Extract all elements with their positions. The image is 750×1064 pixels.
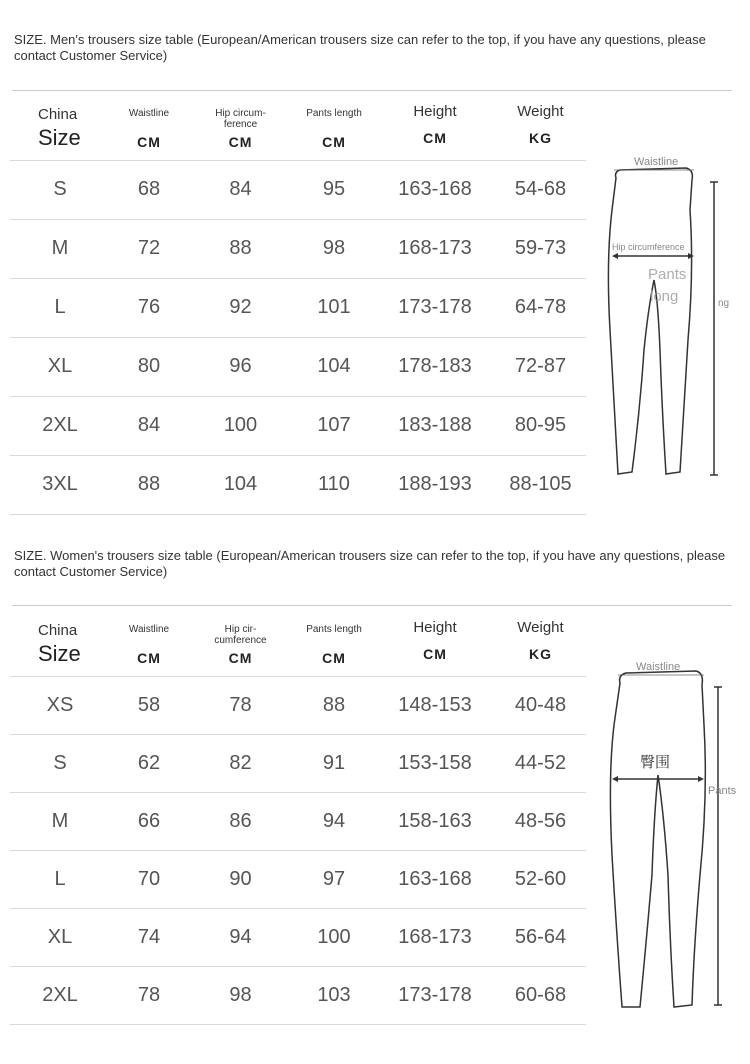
header-unit: CM	[228, 134, 253, 150]
table-row	[10, 219, 586, 278]
long-label: long	[650, 288, 679, 305]
waist-cell: 62	[110, 734, 188, 792]
header-china-label: China	[38, 622, 78, 639]
header-name: Hip circum- ference	[215, 108, 266, 130]
weight-cell: 52-60	[495, 850, 586, 908]
header-pants-length	[293, 100, 375, 160]
length-cell: 97	[293, 850, 375, 908]
header-unit: CM	[137, 650, 161, 666]
hip-cell: 92	[188, 278, 293, 337]
table-row	[10, 396, 586, 455]
weight-cell: 64-78	[495, 278, 586, 337]
hip-cell: 96	[188, 337, 293, 396]
men-size-table	[10, 100, 586, 515]
hip-cell: 84	[188, 160, 293, 219]
table-row	[10, 734, 586, 792]
height-cell: 183-188	[375, 396, 495, 455]
weight-cell: 59-73	[495, 219, 586, 278]
header-waistline	[110, 616, 188, 676]
hip-cell: 78	[188, 676, 293, 734]
length-cell: 100	[293, 908, 375, 966]
header-size	[10, 100, 110, 160]
weight-cell: 44-52	[495, 734, 586, 792]
weight-cell: 54-68	[495, 160, 586, 219]
hip-cell: 86	[188, 792, 293, 850]
table-row	[10, 850, 586, 908]
waist-cell: 76	[110, 278, 188, 337]
height-cell: 173-178	[375, 966, 495, 1024]
header-hip	[188, 100, 293, 160]
header-china-label: China	[38, 106, 78, 123]
divider	[12, 605, 732, 606]
weight-cell: 60-68	[495, 966, 586, 1024]
header-name: Weight	[517, 619, 564, 636]
divider	[12, 90, 732, 91]
height-cell: 163-168	[375, 160, 495, 219]
hip-cell: 94	[188, 908, 293, 966]
size-cell: M	[10, 792, 110, 850]
header-name: Pants length	[306, 624, 362, 635]
header-name: Hip cir- cumference	[214, 624, 267, 646]
height-cell: 158-163	[375, 792, 495, 850]
length-cell: 98	[293, 219, 375, 278]
waist-cell: 80	[110, 337, 188, 396]
header-name: Waistline	[128, 624, 170, 635]
height-cell: 173-178	[375, 278, 495, 337]
table-row	[10, 908, 586, 966]
header-height	[375, 616, 495, 676]
hip-cell: 90	[188, 850, 293, 908]
pants-label: Pants	[708, 785, 737, 797]
hip-label: 臀围	[640, 754, 671, 771]
height-cell: 168-173	[375, 908, 495, 966]
header-name: Pants length	[306, 108, 362, 119]
header-name: Waistline	[128, 108, 170, 119]
women-size-table	[10, 616, 586, 1025]
waist-cell: 74	[110, 908, 188, 966]
size-cell: S	[10, 734, 110, 792]
waist-cell: 88	[110, 455, 188, 514]
size-cell: XS	[10, 676, 110, 734]
table-row	[10, 455, 586, 514]
hip-cell: 98	[188, 966, 293, 1024]
header-unit: CM	[423, 646, 447, 662]
size-cell: 2XL	[10, 396, 110, 455]
waist-cell: 84	[110, 396, 188, 455]
length-cell: 88	[293, 676, 375, 734]
header-hip	[188, 616, 293, 676]
waist-cell: 78	[110, 966, 188, 1024]
header-weight	[495, 100, 586, 160]
header-unit: KG	[529, 130, 552, 146]
height-cell: 163-168	[375, 850, 495, 908]
header-name: Height	[413, 103, 457, 120]
size-cell: M	[10, 219, 110, 278]
header-name: Height	[413, 619, 457, 636]
men-pants-diagram	[604, 150, 744, 490]
height-cell: 168-173	[375, 219, 495, 278]
men-size-section	[0, 0, 750, 530]
length-cell: 95	[293, 160, 375, 219]
size-cell: XL	[10, 908, 110, 966]
length-cell: 91	[293, 734, 375, 792]
hip-cell: 104	[188, 455, 293, 514]
header-height	[375, 100, 495, 160]
waist-cell: 68	[110, 160, 188, 219]
length-cell: 110	[293, 455, 375, 514]
size-cell: 2XL	[10, 966, 110, 1024]
length-cell: 103	[293, 966, 375, 1024]
waist-cell: 72	[110, 219, 188, 278]
length-cell: 94	[293, 792, 375, 850]
height-cell: 153-158	[375, 734, 495, 792]
pants-label: Pants	[648, 266, 687, 283]
pants-outline-icon	[600, 655, 740, 1015]
table-row	[10, 160, 586, 219]
hip-label: Hip circumference	[612, 242, 685, 252]
table-row	[10, 792, 586, 850]
header-weight	[495, 616, 586, 676]
length-cell: 107	[293, 396, 375, 455]
size-cell: L	[10, 850, 110, 908]
height-cell: 178-183	[375, 337, 495, 396]
size-cell: XL	[10, 337, 110, 396]
header-unit: KG	[529, 646, 552, 662]
weight-cell: 80-95	[495, 396, 586, 455]
header-unit: CM	[322, 134, 346, 150]
weight-cell: 48-56	[495, 792, 586, 850]
header-unit: CM	[423, 130, 447, 146]
women-size-section	[0, 530, 750, 1064]
waist-cell: 66	[110, 792, 188, 850]
waistline-label: Waistline	[634, 156, 679, 168]
height-cell: 148-153	[375, 676, 495, 734]
women-pants-diagram	[600, 655, 740, 1015]
hip-cell: 82	[188, 734, 293, 792]
size-cell: S	[10, 160, 110, 219]
length-side-label: ng	[718, 298, 730, 309]
table-header-row	[10, 616, 586, 676]
pants-outline-icon	[604, 150, 744, 490]
length-cell: 104	[293, 337, 375, 396]
header-name: Weight	[517, 103, 564, 120]
header-unit: CM	[322, 650, 346, 666]
header-unit: CM	[137, 134, 161, 150]
table-row	[10, 966, 586, 1024]
weight-cell: 40-48	[495, 676, 586, 734]
height-cell: 188-193	[375, 455, 495, 514]
weight-cell: 72-87	[495, 337, 586, 396]
waist-cell: 58	[110, 676, 188, 734]
waist-cell: 70	[110, 850, 188, 908]
header-waistline	[110, 100, 188, 160]
size-cell: L	[10, 278, 110, 337]
length-cell: 101	[293, 278, 375, 337]
table-row	[10, 278, 586, 337]
table-row	[10, 337, 586, 396]
men-intro-text: SIZE. Men's trousers size table (European/American trousers size can refer to the top, if you have any questions, please contact Customer Service)	[14, 32, 706, 63]
table-row	[10, 676, 586, 734]
header-unit: CM	[228, 650, 253, 666]
table-header-row	[10, 100, 586, 160]
hip-cell: 100	[188, 396, 293, 455]
weight-cell: 88-105	[495, 455, 586, 514]
waistline-label: Waistline	[636, 661, 681, 673]
header-size-label: Size	[38, 125, 81, 150]
header-pants-length	[293, 616, 375, 676]
header-size-label: Size	[38, 641, 81, 666]
weight-cell: 56-64	[495, 908, 586, 966]
women-intro-text: SIZE. Women's trousers size table (European/American trousers size can refer to the top, if you have any questions, please contact Customer Service)	[14, 548, 726, 579]
hip-cell: 88	[188, 219, 293, 278]
size-cell: 3XL	[10, 455, 110, 514]
header-size	[10, 616, 110, 676]
